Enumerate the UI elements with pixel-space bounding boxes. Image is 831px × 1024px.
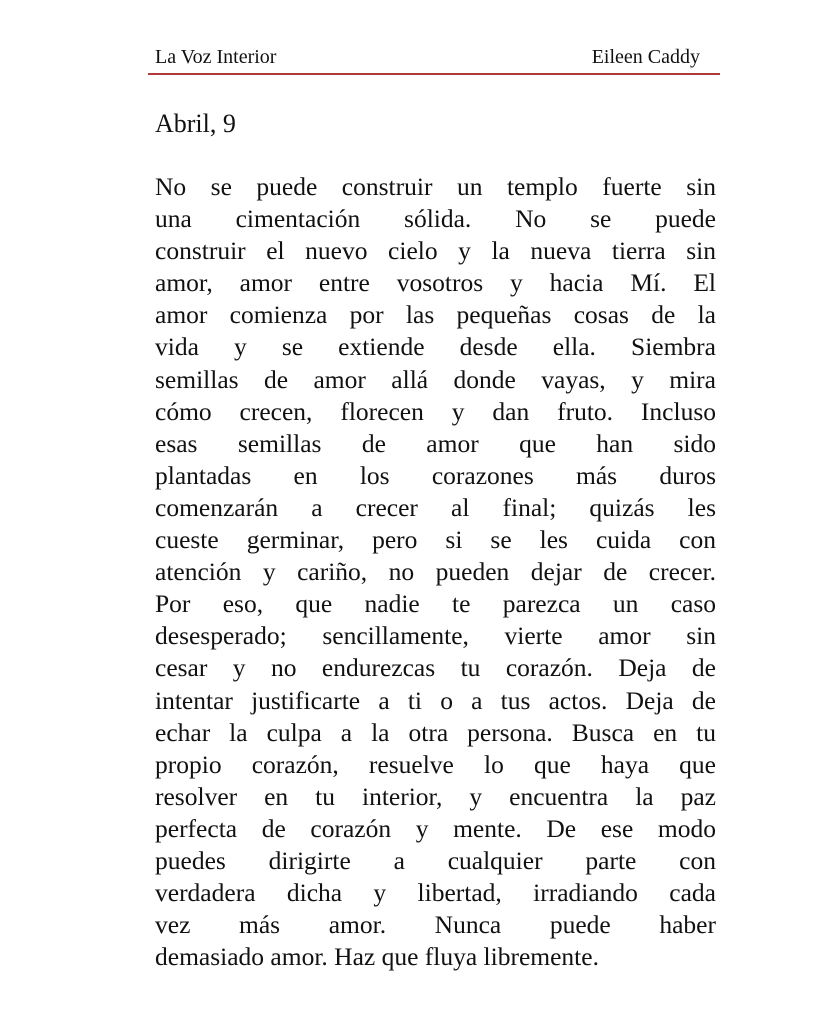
body-line: cómo crecen, florecen y dan fruto. Incluso	[155, 396, 716, 426]
body-line: propio corazón, resuelve lo que haya que	[155, 749, 716, 779]
body-line: echar la culpa a la otra persona. Busca en tu	[155, 717, 716, 747]
body-line: Por eso, que nadie te parezca un caso	[155, 589, 716, 619]
body-line: atención y cariño, no pueden dejar de crecer.	[155, 557, 716, 587]
body-line: verdadera dicha y libertad, irradiando cada	[155, 878, 716, 908]
body-line: cueste germinar, pero si se les cuida con	[155, 525, 716, 555]
entry-body	[155, 171, 716, 973]
author-name: Eileen Caddy	[591, 46, 700, 68]
body-line: plantadas en los corazones más duros	[155, 460, 716, 490]
body-line: demasiado amor. Haz que fluya libremente.	[155, 942, 599, 972]
entry-date: Abril, 9	[155, 109, 236, 138]
body-line: amor comienza por las pequeñas cosas de la	[155, 300, 716, 330]
body-line: vida y se extiende desde ella. Siembra	[155, 332, 716, 362]
body-line: puedes dirigirte a cualquier parte con	[155, 845, 716, 875]
body-line: semillas de amor allá donde vayas, y mira	[155, 364, 716, 394]
body-line: No se puede construir un templo fuerte sin	[155, 172, 716, 201]
body-line: desesperado; sencillamente, vierte amor sin	[155, 621, 716, 651]
book-title: La Voz Interior	[155, 46, 277, 68]
body-line: resolver en tu interior, y encuentra la paz	[155, 781, 716, 811]
body-line: vez más amor. Nunca puede haber	[155, 910, 716, 940]
body-line: cesar y no endurezcas tu corazón. Deja de	[155, 653, 716, 683]
body-line: intentar justificarte a ti o a tus actos. Deja de	[155, 685, 716, 715]
running-header	[148, 44, 720, 75]
body-line: una cimentación sólida. No se puede	[155, 204, 716, 234]
body-line: amor, amor entre vosotros y hacia Mí. El	[155, 268, 716, 298]
body-line: construir el nuevo cielo y la nueva tierra sin	[155, 236, 716, 266]
body-line: esas semillas de amor que han sido	[155, 428, 716, 458]
body-line: comenzarán a crecer al final; quizás les	[155, 492, 716, 522]
body-line: perfecta de corazón y mente. De ese modo	[155, 813, 716, 843]
